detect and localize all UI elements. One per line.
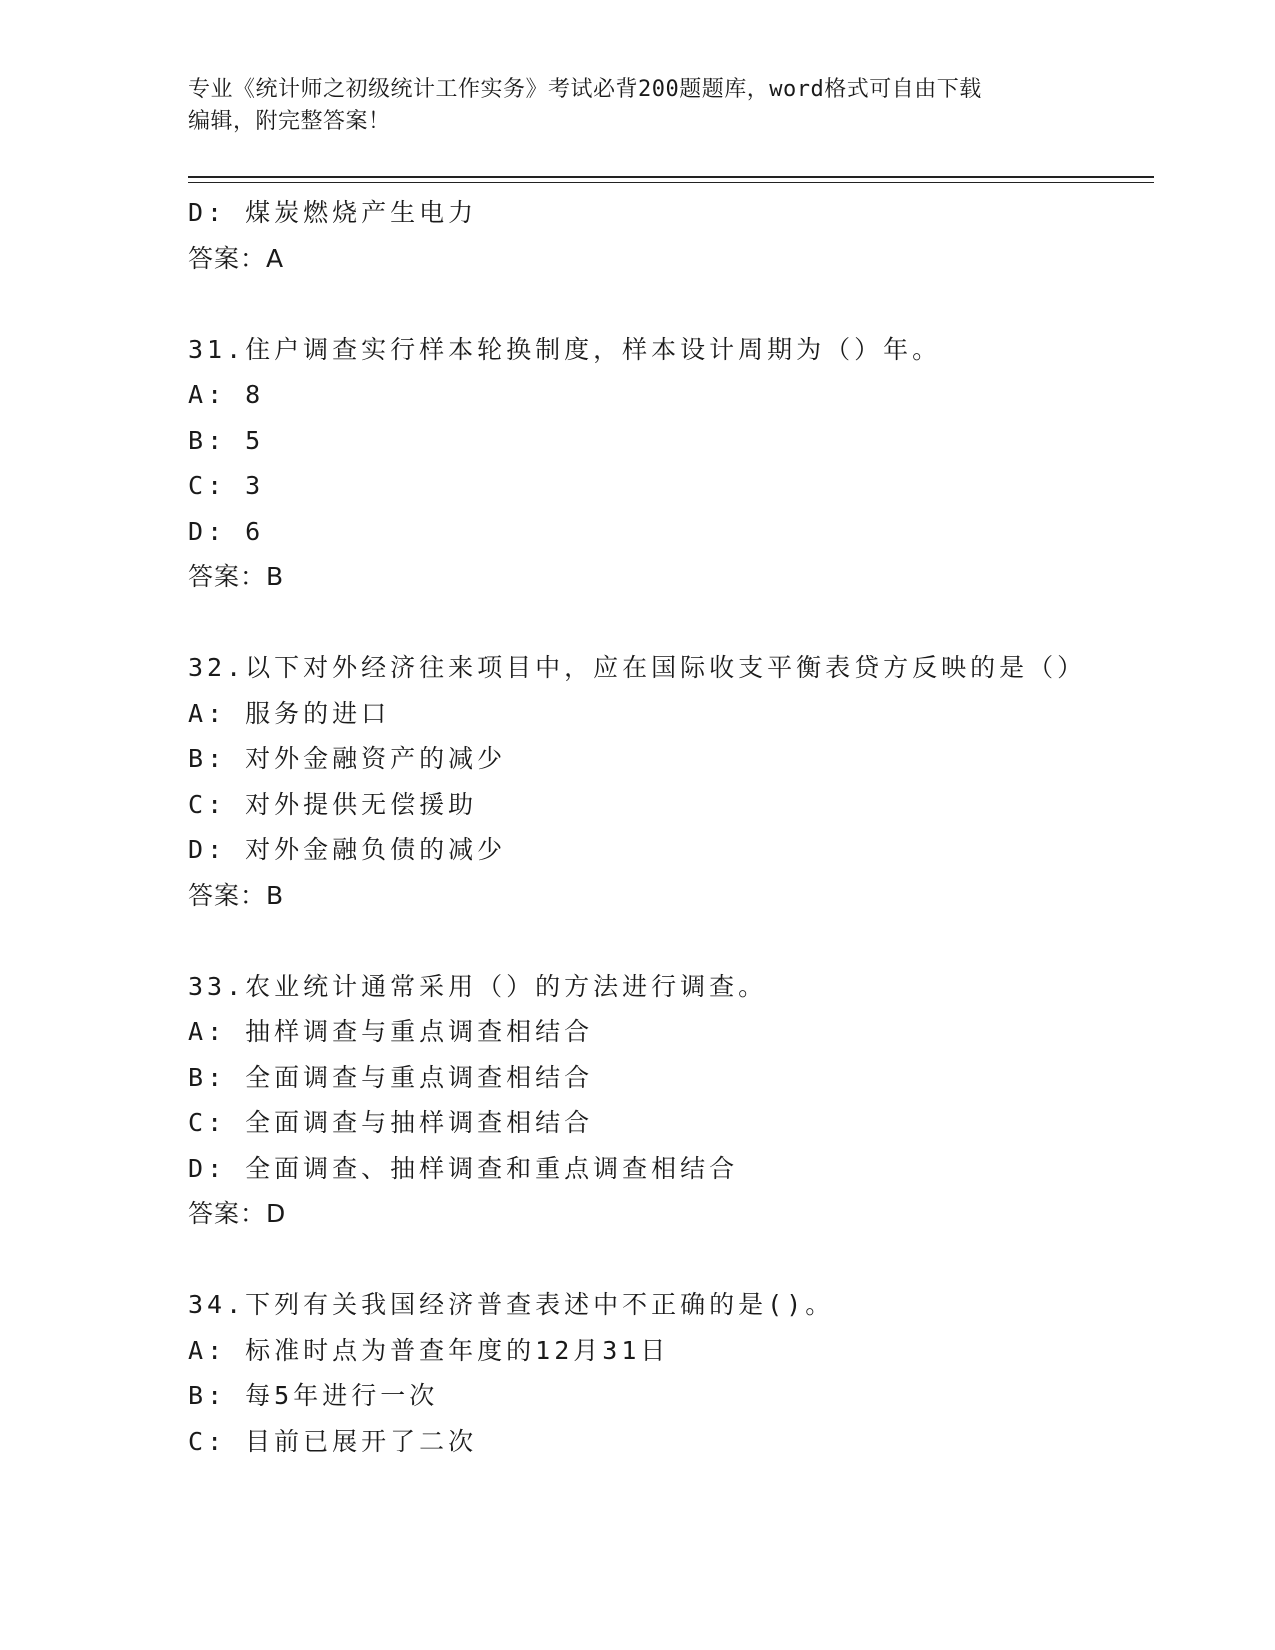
document-header xyxy=(188,74,1068,138)
option-key: A : xyxy=(188,1336,245,1365)
header-divider-thick xyxy=(188,176,1154,178)
option-text: 全面调查与重点调查相结合 xyxy=(245,1062,594,1092)
question-32 xyxy=(188,645,1148,691)
option-text: 每5年进行一次 xyxy=(245,1381,439,1410)
option-key: B : xyxy=(188,1063,245,1092)
option-key: B : xyxy=(188,1381,245,1410)
answer-line: 答案：B xyxy=(188,880,285,910)
option-d: D: 煤炭燃烧产生电力 xyxy=(188,198,478,227)
option-text: 抽样调查与重点调查相结合 xyxy=(245,1017,594,1046)
question-list xyxy=(188,190,1148,1464)
option-b xyxy=(188,1373,1148,1419)
option-c xyxy=(188,463,1148,509)
question-text: 住户调查实行样本轮换制度，样本设计周期为（）年。 xyxy=(245,334,942,364)
option-key: A : xyxy=(188,1017,245,1046)
question-text: 以下对外经济往来项目中，应在国际收支平衡表贷方反映的是（） xyxy=(245,653,1087,682)
option-b xyxy=(188,1055,1148,1101)
option-text: 对外提供无偿援助 xyxy=(245,789,478,819)
option-text: 3 xyxy=(245,471,265,500)
option-key: D : xyxy=(188,517,245,546)
option-b xyxy=(188,418,1148,464)
option-a xyxy=(188,691,1148,737)
option-key: C : xyxy=(188,471,245,500)
option-text: 对外金融资产的减少 xyxy=(245,744,507,773)
answer-line: 答案：A xyxy=(188,243,285,273)
header-title-line-2: 编辑，附完整答案！ xyxy=(188,109,391,134)
option-text: 标准时点为普查年度的12月31日 xyxy=(245,1335,670,1365)
question-number: 32 . xyxy=(188,653,245,682)
spacer xyxy=(188,1237,1148,1283)
question-number: 33 . xyxy=(188,972,245,1001)
option-key: D : xyxy=(188,835,245,864)
question-34 xyxy=(188,1282,1148,1328)
question-33 xyxy=(188,964,1148,1010)
option-text: 全面调查、抽样调查和重点调查相结合 xyxy=(245,1153,739,1183)
option-a xyxy=(188,1009,1148,1055)
option-a xyxy=(188,1328,1148,1374)
option-text: 8 xyxy=(245,380,265,409)
question-31 xyxy=(188,327,1148,373)
spacer xyxy=(188,918,1148,964)
question-number: 31 . xyxy=(188,335,245,364)
option-text: 6 xyxy=(245,516,265,546)
option-d xyxy=(188,827,1148,873)
answer-line: 答案：B xyxy=(188,562,285,591)
question-number: 34 . xyxy=(188,1290,245,1319)
spacer xyxy=(188,281,1148,327)
answer-line: 答案：D xyxy=(188,1199,287,1228)
option-key: A : xyxy=(188,380,245,409)
option-key: C : xyxy=(188,1108,245,1137)
option-text: 全面调查与抽样调查相结合 xyxy=(245,1108,594,1137)
option-key: C : xyxy=(188,1427,245,1456)
option-text: 5 xyxy=(245,425,265,455)
header-title-line-1: 专业《统计师之初级统计工作实务》考试必背200题题库，word格式可自由下载 xyxy=(188,77,982,102)
option-key: B : xyxy=(188,744,245,773)
header-divider-thin xyxy=(188,182,1154,183)
question-text: 农业统计通常采用（）的方法进行调查。 xyxy=(245,971,768,1001)
option-key: B : xyxy=(188,426,245,455)
option-text: 目前已展开了二次 xyxy=(245,1426,478,1456)
option-c xyxy=(188,1419,1148,1465)
option-d xyxy=(188,1146,1148,1192)
option-c xyxy=(188,782,1148,828)
option-d xyxy=(188,509,1148,555)
option-text: 服务的进口 xyxy=(245,698,391,728)
option-key: D : xyxy=(188,1154,245,1183)
option-key: A : xyxy=(188,699,245,728)
option-key: C : xyxy=(188,790,245,819)
option-text: 对外金融负债的减少 xyxy=(245,835,507,864)
option-c xyxy=(188,1100,1148,1146)
option-b xyxy=(188,736,1148,782)
question-text: 下列有关我国经济普查表述中不正确的是()。 xyxy=(245,1290,835,1319)
spacer xyxy=(188,600,1148,646)
option-a xyxy=(188,372,1148,418)
